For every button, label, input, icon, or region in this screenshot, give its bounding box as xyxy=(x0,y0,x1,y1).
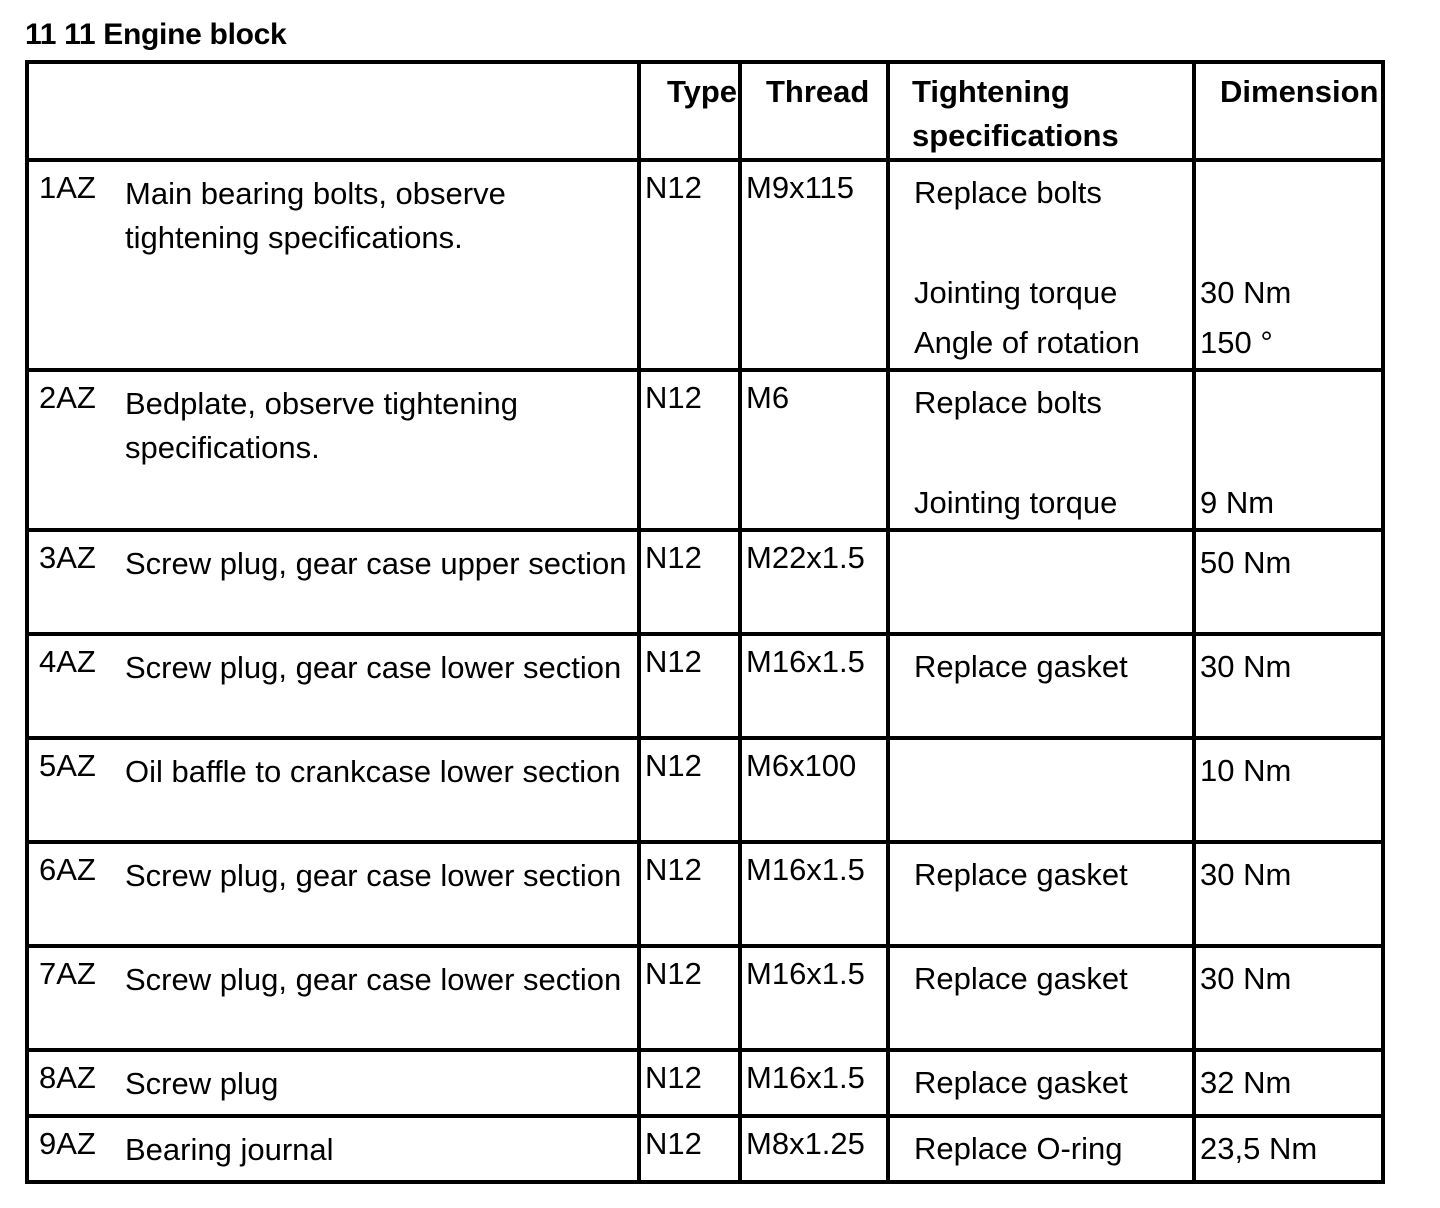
tightening-spec-line xyxy=(914,746,1192,796)
dimension-value: 23,5 Nm xyxy=(1200,1131,1318,1166)
table-row xyxy=(27,160,1383,370)
tightening-spec-line: Jointing torque xyxy=(914,485,1118,520)
thread-cell xyxy=(740,370,888,530)
dimension-cell xyxy=(1194,946,1383,1050)
header-dimension xyxy=(1194,62,1383,160)
thread-cell xyxy=(740,946,888,1050)
dimension-value xyxy=(1200,218,1381,268)
tightening-spec-line xyxy=(914,428,1192,478)
tightening-cell xyxy=(888,946,1194,1050)
table-row xyxy=(27,1116,1383,1182)
position-code: 4AZ xyxy=(39,644,96,679)
description-cell xyxy=(27,842,639,946)
tightening-cell xyxy=(888,634,1194,738)
part-description: Screw plug, gear case lower section xyxy=(125,650,622,685)
dimension-cell xyxy=(1194,370,1383,530)
type-value: N12 xyxy=(645,748,702,783)
thread-value: M6 xyxy=(746,380,790,415)
type-cell xyxy=(639,370,740,530)
part-description: Oil baffle to crankcase lower section xyxy=(125,754,621,789)
description-cell xyxy=(27,738,639,842)
dimension-value: 32 Nm xyxy=(1200,1065,1292,1100)
type-cell xyxy=(639,634,740,738)
header-type xyxy=(639,62,740,160)
tightening-spec-line: Replace gasket xyxy=(914,649,1128,684)
description-cell xyxy=(27,634,639,738)
thread-cell xyxy=(740,1050,888,1116)
type-cell xyxy=(639,530,740,634)
thread-cell xyxy=(740,842,888,946)
thread-value: M16x1.5 xyxy=(746,1060,865,1095)
table-row xyxy=(27,1050,1383,1116)
tightening-spec-line: Replace O-ring xyxy=(914,1131,1123,1166)
type-cell xyxy=(639,946,740,1050)
part-description: Screw plug, gear case lower section xyxy=(125,962,622,997)
thread-cell xyxy=(740,1116,888,1182)
tightening-cell xyxy=(888,1050,1194,1116)
description-cell xyxy=(27,1050,639,1116)
header-thread-label: Thread xyxy=(766,74,870,109)
thread-value: M8x1.25 xyxy=(746,1126,865,1161)
header-type-label: Type xyxy=(667,74,738,109)
type-cell xyxy=(639,842,740,946)
dimension-value: 9 Nm xyxy=(1200,485,1275,520)
thread-value: M6x100 xyxy=(746,748,857,783)
part-description: Screw plug xyxy=(125,1066,279,1101)
table-row xyxy=(27,370,1383,530)
tightening-spec-line: Replace bolts xyxy=(914,385,1102,420)
description-cell xyxy=(27,370,639,530)
part-description: Bearing journal xyxy=(125,1132,334,1167)
table-row xyxy=(27,946,1383,1050)
description-cell xyxy=(27,530,639,634)
header-thread xyxy=(740,62,888,160)
dimension-cell xyxy=(1194,842,1383,946)
header-tightening xyxy=(888,62,1194,160)
tightening-spec-line: Jointing torque xyxy=(914,275,1118,310)
type-value: N12 xyxy=(645,644,702,679)
type-value: N12 xyxy=(645,1060,702,1095)
tightening-cell xyxy=(888,160,1194,370)
table-row xyxy=(27,842,1383,946)
thread-value: M16x1.5 xyxy=(746,956,865,991)
type-cell xyxy=(639,738,740,842)
header-description xyxy=(27,62,639,160)
part-description: Screw plug, gear case lower section xyxy=(125,858,622,893)
position-code: 7AZ xyxy=(39,956,96,991)
thread-value: M16x1.5 xyxy=(746,644,865,679)
table-row xyxy=(27,738,1383,842)
description-cell xyxy=(27,946,639,1050)
tightening-cell xyxy=(888,370,1194,530)
description-cell xyxy=(27,160,639,370)
thread-value: M22x1.5 xyxy=(746,540,865,575)
tightening-spec-line: Replace gasket xyxy=(914,961,1128,996)
tightening-spec-line: Replace bolts xyxy=(914,175,1102,210)
thread-value: M9x115 xyxy=(746,170,854,205)
position-code: 8AZ xyxy=(39,1060,96,1095)
dimension-value: 30 Nm xyxy=(1200,275,1292,310)
header-dimension-label: Dimension xyxy=(1220,74,1379,109)
dimension-cell xyxy=(1194,634,1383,738)
part-description: Bedplate, observe tightening specifications. xyxy=(125,386,518,465)
thread-cell xyxy=(740,530,888,634)
tightening-spec-line xyxy=(914,218,1192,268)
description-cell xyxy=(27,1116,639,1182)
dimension-value xyxy=(1200,428,1381,478)
dimension-value: 30 Nm xyxy=(1200,649,1292,684)
dimension-value xyxy=(1200,168,1381,218)
type-value: N12 xyxy=(645,852,702,887)
dimension-cell xyxy=(1194,738,1383,842)
tightening-cell xyxy=(888,738,1194,842)
dimension-value: 150 ° xyxy=(1200,325,1273,360)
type-value: N12 xyxy=(645,540,702,575)
page-title: 11 11 Engine block xyxy=(25,18,287,51)
dimension-value: 50 Nm xyxy=(1200,545,1292,580)
tightening-cell xyxy=(888,842,1194,946)
header-tightening-label-2: specifications xyxy=(912,118,1119,153)
tightening-spec-line: Replace gasket xyxy=(914,857,1128,892)
type-value: N12 xyxy=(645,380,702,415)
tightening-spec-line: Replace gasket xyxy=(914,1065,1128,1100)
type-cell xyxy=(639,160,740,370)
tightening-spec-line xyxy=(914,538,1192,588)
dimension-cell xyxy=(1194,160,1383,370)
header-tightening-label-1: Tightening xyxy=(912,74,1070,109)
thread-cell xyxy=(740,738,888,842)
type-value: N12 xyxy=(645,956,702,991)
tightening-spec-line: Angle of rotation xyxy=(914,325,1140,360)
dimension-value: 10 Nm xyxy=(1200,753,1292,788)
dimension-cell xyxy=(1194,530,1383,634)
position-code: 5AZ xyxy=(39,748,96,783)
table-header-row xyxy=(27,62,1383,160)
thread-cell xyxy=(740,160,888,370)
part-description: Screw plug, gear case upper section xyxy=(125,546,627,581)
dimension-value: 30 Nm xyxy=(1200,857,1292,892)
dimension-value xyxy=(1200,378,1381,428)
thread-value: M16x1.5 xyxy=(746,852,865,887)
position-code: 6AZ xyxy=(39,852,96,887)
position-code: 9AZ xyxy=(39,1126,96,1161)
thread-cell xyxy=(740,634,888,738)
specification-table xyxy=(25,60,1385,1184)
dimension-value: 30 Nm xyxy=(1200,961,1292,996)
tightening-cell xyxy=(888,530,1194,634)
position-code: 2AZ xyxy=(39,380,96,415)
type-value: N12 xyxy=(645,1126,702,1161)
position-code: 1AZ xyxy=(39,170,96,205)
type-value: N12 xyxy=(645,170,702,205)
dimension-cell xyxy=(1194,1050,1383,1116)
type-cell xyxy=(639,1050,740,1116)
part-description: Main bearing bolts, observe tightening specifications. xyxy=(125,176,506,255)
type-cell xyxy=(639,1116,740,1182)
position-code: 3AZ xyxy=(39,540,96,575)
tightening-cell xyxy=(888,1116,1194,1182)
table-row xyxy=(27,530,1383,634)
table-row xyxy=(27,634,1383,738)
dimension-cell xyxy=(1194,1116,1383,1182)
